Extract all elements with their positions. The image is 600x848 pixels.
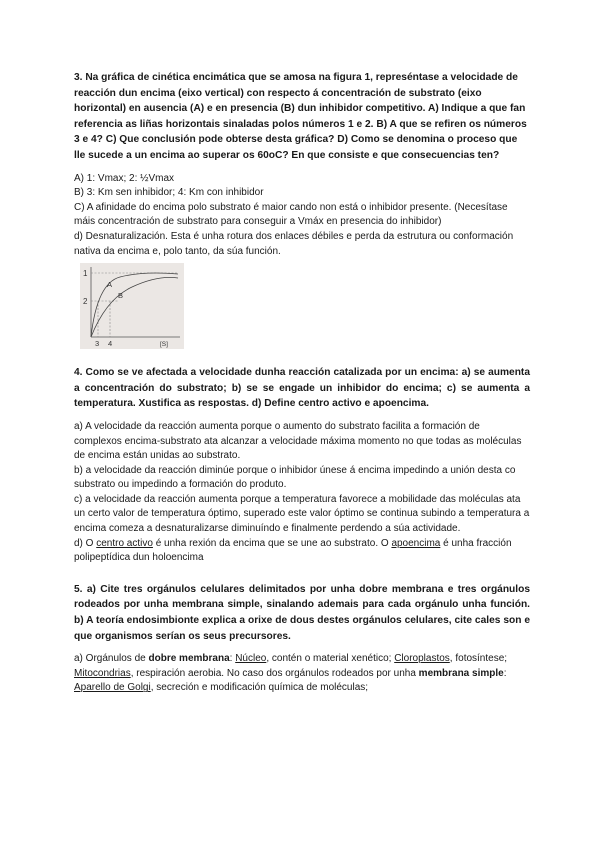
curve-a-label: A [107, 280, 113, 290]
answer-3b: B) 3: Km sen inhibidor; 4: Km con inhibidor [74, 187, 264, 199]
fn-cloroplastos: , fotosíntese; [449, 653, 508, 665]
fn-golgi: , secreción e modificación química de moléculas; [150, 682, 369, 694]
answer-3c: C) A afinidade do encima polo substrato é maior cando non está o inhibidor presente. (Necesítase máis concentración de substrato para conseguir a Vmáx en presencia do inhibidor) [74, 201, 508, 228]
term-apoencima: apoencima [391, 537, 441, 549]
question-5: 5. a) Cite tres orgánulos celulares delimitados por unha dobre membrana e tres orgánulos rodeados por unha membrana simple, sinalando ademais para cada orgánulo unha función. b) A teoría endosimbionte explica a orixe de dous destes orgánulos celulares, cite cales son e que organismos serían os seus precursores. [74, 583, 530, 642]
question-4: 4. Como se ve afectada a velocidade dunha reacción catalizada por un encima: a) se aumenta a concentración do substrato; b) se se engade un inhibidor do encima; c) se aumenta a temperatura. Xustifica as respostas. d) Define centro activo e apoencima. [74, 367, 530, 410]
sep-1: : [229, 653, 233, 665]
sep-2: : [503, 667, 507, 679]
question-3: 3. Na gráfica de cinética encimática que se amosa na figura 1, represéntase a velocidade de reacción dun encima (eixo vertical) con respecto á concentración de substrato (eixo horizontal) en ausencia (A) e en presencia (B) dun inhibidor competitivo. A) Indique a que fan referencia as liñas horizontais sinaladas polos números 1 e 2. B) A que se refiren os números 3 e 4? C) Que conclusión pode obterse desta gráfica? D) Como se denomina o proceso que lle sucede a un encima ao superar os 60oC? En que consiste e que consecuencias ten? [74, 72, 527, 161]
answer-4a: a) A velocidade da reacción aumenta porque o aumento do substrato facilita a formación de complexos encima-substrato ata alcanzar a velocidade máxima momento no que todas as moléculas de encima están unidas ao substrato. [74, 420, 522, 462]
organelle-mitocondrias: Mitocondrias [74, 667, 131, 679]
document-page [74, 70, 530, 696]
answer-3d: d) Desnaturalización. Esta é unha rotura dos enlaces débiles e perda da estrutura ou conformación nativa da encima e, polo tanto, da súa función. [74, 230, 514, 257]
term-centro-activo: centro activo [96, 537, 153, 549]
answer-4b: b) a velocidade da reacción diminúe porque o inhibidor únese á encima impedindo a unión desta co substrato ou impedindo a formación do produto. [74, 464, 516, 491]
organelle-nucleo: Núcleo [235, 653, 267, 665]
answer-4d-suffix: é unha fracción polipeptídica dun holoencima [74, 537, 512, 564]
answer-4c: c) a velocidade da reacción aumenta porque a temperatura favorece a mobilidade das moléculas ata un certo valor de temperatura óptimo, superado este valor óptimo se continua subindo a temperatura a encima comeza a desnaturalizarse diminuíndo e finalmente perdendo a súa actividade. [74, 493, 530, 535]
label-1: 1 [83, 269, 88, 279]
fn-mitocondrias: , respiración aerobia. No caso dos orgánulos rodeados por unha [130, 667, 416, 679]
organelle-golgi: Aparello de Golgi [74, 682, 151, 694]
kinetics-graph [80, 263, 184, 349]
term-dobre-membrana: dobre membrana [148, 653, 230, 665]
curve-b [91, 278, 178, 338]
label-2: 2 [83, 297, 88, 307]
answer-3a: A) 1: Vmax; 2: ½Vmax [74, 172, 175, 184]
term-membrana-simple: membrana simple [418, 667, 504, 679]
fn-nucleo: , contén o material xenético; [266, 653, 392, 665]
answer-4d-prefix: d) O [74, 537, 94, 549]
organelle-cloroplastos: Cloroplastos [394, 653, 450, 665]
x-axis-label: [S] [160, 341, 168, 349]
curve-a [91, 273, 178, 337]
answer-5a-prefix: a) Orgánulos de [74, 653, 146, 665]
label-3: 3 [95, 339, 100, 349]
curve-b-label: B [118, 291, 124, 301]
enzyme-kinetics-figure [80, 263, 184, 349]
answer-4d-mid: é unha rexión da encima que se une ao substrato. O [155, 537, 389, 549]
answer-5a [74, 652, 530, 696]
answer-4d [74, 537, 530, 566]
label-4: 4 [108, 339, 113, 349]
